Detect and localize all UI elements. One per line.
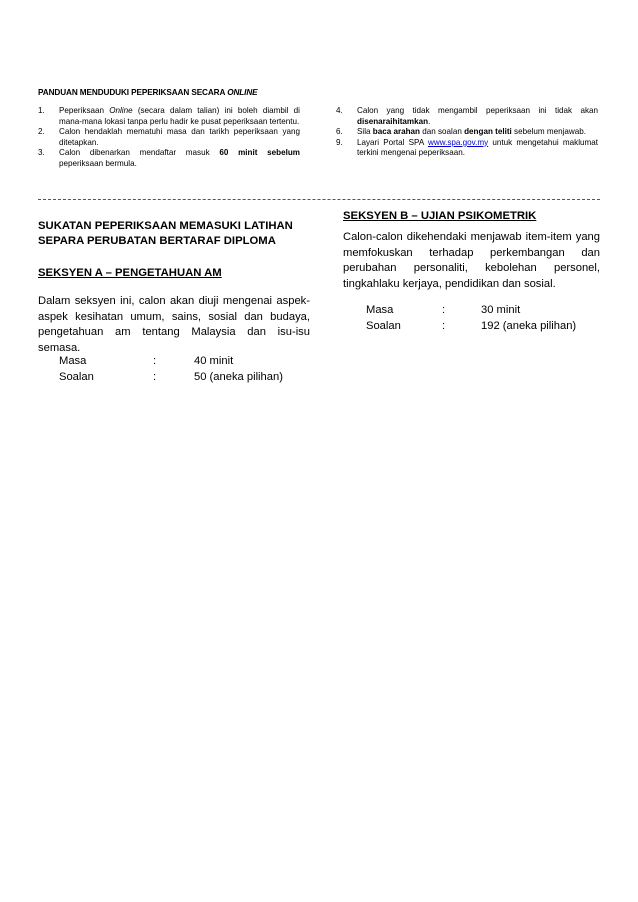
guide-item-text bbox=[357, 138, 598, 159]
colon: : bbox=[153, 370, 157, 383]
section-a-description: Dalam seksyen ini, calon akan diuji mengenai aspek-aspek kesihatan umum, sains, sosial dan budaya, pengetahuan am tentang Malaysia dan isu-isu semasa. bbox=[38, 295, 310, 354]
guide-list-right bbox=[336, 106, 598, 159]
colon: : bbox=[442, 304, 446, 316]
spa-portal-link[interactable]: www.spa.gov.my bbox=[428, 137, 489, 147]
text-part: Calon yang tidak mengambil peperiksaan ini tidak akan bbox=[357, 106, 598, 115]
text-bold: disenaraihitamkan bbox=[357, 116, 429, 126]
text-part: Layari Portal SPA bbox=[357, 137, 429, 147]
section-a-heading: SEKSYEN A – PENGETAHUAN AM bbox=[38, 267, 222, 279]
guide-item-number: 6. bbox=[336, 127, 343, 137]
colon: : bbox=[442, 319, 446, 332]
section-b-heading: SEKSYEN B – UJIAN PSIKOMETRIK bbox=[343, 210, 537, 222]
masa-label: Masa bbox=[366, 304, 394, 316]
guide-title-italic: ONLINE bbox=[227, 88, 258, 97]
text-italic: Online bbox=[109, 106, 133, 115]
guide-list-left bbox=[38, 106, 300, 170]
colon: : bbox=[153, 355, 157, 367]
text-part: sebelum menjawab. bbox=[511, 127, 587, 137]
soalan-value: 192 (aneka pilihan) bbox=[481, 319, 577, 332]
section-b-description: Calon-calon dikehendaki menjawab item-item yang memfokuskan terhadap perkembangan dan perubahan personaliti, kebolehan personel, tingkahlaku kerjaya, pendidikan dan sosial. bbox=[343, 231, 600, 290]
guide-title-text: PANDUAN MENDUDUKI PEPERIKSAAN SECARA bbox=[38, 88, 228, 97]
section-b-soalan-row bbox=[366, 319, 576, 335]
guide-item-number: 3. bbox=[38, 148, 45, 158]
text-bold: 60 minit sebelum bbox=[219, 148, 300, 158]
guide-item-4 bbox=[336, 106, 598, 127]
section-a-info bbox=[59, 354, 283, 385]
guide-item-6 bbox=[336, 127, 598, 138]
soalan-label: Soalan bbox=[59, 370, 94, 383]
text-part: Calon dibenarkan mendaftar masuk bbox=[59, 148, 220, 158]
soalan-label: Soalan bbox=[366, 319, 401, 332]
section-b-masa-row bbox=[366, 303, 576, 319]
guide-item-number: 4. bbox=[336, 106, 343, 115]
masa-value: 30 minit bbox=[481, 304, 521, 316]
text-part: dan soalan bbox=[420, 127, 465, 137]
soalan-value: 50 (aneka pilihan) bbox=[194, 370, 283, 383]
section-a-masa-row bbox=[59, 354, 283, 370]
guide-item-text bbox=[357, 106, 598, 127]
dashed-divider bbox=[38, 199, 600, 200]
section-b-info bbox=[366, 303, 576, 334]
guide-item-number: 1. bbox=[38, 106, 45, 115]
text-part: (secara dalam talian) ini boleh diambil di mana-mana lokasi tanpa perlu hadir ke pusat peperiksaan tertentu. bbox=[59, 106, 300, 126]
text-bold: dengan teliti bbox=[464, 127, 512, 137]
guide-item-text bbox=[59, 106, 300, 127]
guide-item-text bbox=[357, 127, 598, 138]
masa-label: Masa bbox=[59, 355, 87, 367]
guide-item-number: 9. bbox=[336, 137, 343, 147]
text-part: Peperiksaan bbox=[59, 106, 110, 115]
guide-item-number: 2. bbox=[38, 127, 45, 137]
text-part: Sila bbox=[357, 127, 373, 137]
guide-item-9 bbox=[336, 138, 598, 159]
guide-title bbox=[38, 88, 258, 97]
text-part: peperiksaan bermula. bbox=[59, 158, 137, 168]
guide-item-text: Calon hendaklah mematuhi masa dan tarikh peperiksaan yang ditetapkan. bbox=[59, 127, 300, 147]
guide-item-1 bbox=[38, 106, 300, 127]
section-a-soalan-row bbox=[59, 370, 283, 386]
guide-item-2 bbox=[38, 127, 300, 148]
syllabus-title: SUKATAN PEPERIKSAAN MEMASUKI LATIHAN SEPARA PERUBATAN BERTARAF DIPLOMA bbox=[38, 220, 293, 247]
guide-item-text bbox=[59, 148, 300, 169]
guide-item-3 bbox=[38, 148, 300, 169]
text-part: untuk mengetahui maklumat terkini mengenai peperiksaan. bbox=[357, 137, 598, 158]
text-part: . bbox=[428, 116, 431, 126]
text-bold: baca arahan bbox=[372, 127, 420, 137]
masa-value: 40 minit bbox=[194, 355, 234, 367]
